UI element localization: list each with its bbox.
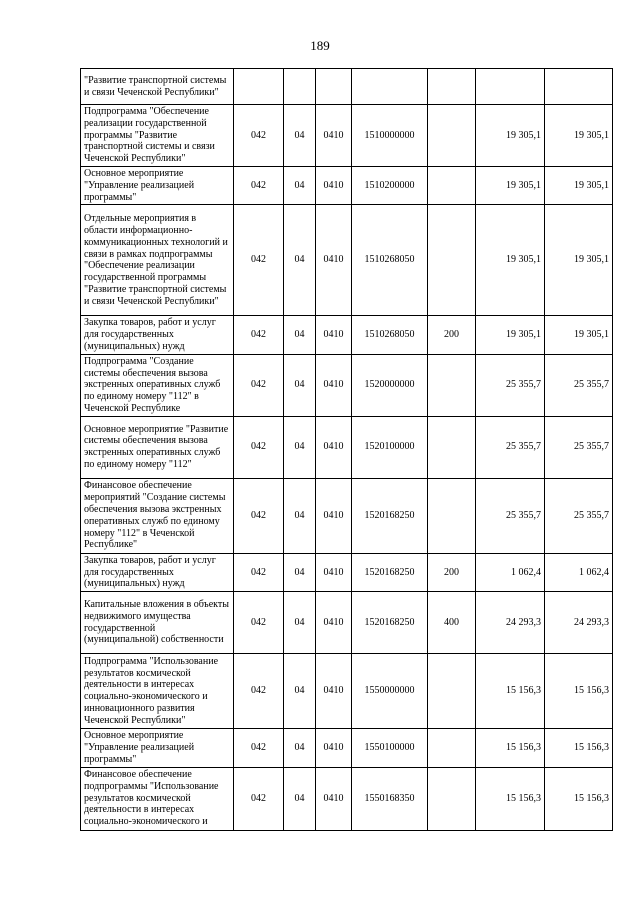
budget-table [80, 68, 613, 831]
amount-cell [545, 69, 613, 105]
amount-cell: 19 305,1 [545, 105, 613, 167]
expense-type-cell [428, 69, 476, 105]
item-name-cell: Финансовое обеспечение подпрограммы "Использование результатов космической деятельности в интересах социально-экономического и [81, 767, 234, 830]
target-code-cell [352, 69, 428, 105]
section-code-cell: 04 [284, 205, 316, 316]
item-name-cell: Закупка товаров, работ и услуг для государственных (муниципальных) нужд [81, 316, 234, 354]
target-code-cell: 1520168250 [352, 592, 428, 654]
table-row [81, 316, 613, 354]
table-row [81, 729, 613, 767]
subsection-code-cell: 0410 [316, 767, 352, 830]
subsection-code-cell: 0410 [316, 592, 352, 654]
expense-type-cell [428, 654, 476, 729]
target-code-cell: 1520168250 [352, 553, 428, 591]
table-row [81, 354, 613, 416]
target-code-cell: 1510268050 [352, 205, 428, 316]
ministry-code-cell: 042 [234, 478, 284, 553]
table-row [81, 654, 613, 729]
section-code-cell: 04 [284, 767, 316, 830]
ministry-code-cell: 042 [234, 729, 284, 767]
amount-cell: 25 355,7 [476, 416, 545, 478]
table-row [81, 69, 613, 105]
expense-type-cell [428, 478, 476, 553]
target-code-cell: 1520100000 [352, 416, 428, 478]
ministry-code-cell: 042 [234, 654, 284, 729]
item-name-cell: Закупка товаров, работ и услуг для государственных (муниципальных) нужд [81, 553, 234, 591]
expense-type-cell: 200 [428, 553, 476, 591]
ministry-code-cell: 042 [234, 553, 284, 591]
expense-type-cell [428, 729, 476, 767]
ministry-code-cell: 042 [234, 105, 284, 167]
amount-cell: 24 293,3 [476, 592, 545, 654]
target-code-cell: 1510200000 [352, 167, 428, 205]
table-row [81, 205, 613, 316]
target-code-cell: 1510268050 [352, 316, 428, 354]
subsection-code-cell: 0410 [316, 354, 352, 416]
amount-cell: 25 355,7 [545, 354, 613, 416]
item-name-cell: Отдельные мероприятия в области информационно-коммуникационных технологий и связи в рамках подпрограммы "Обеспечение реализации государственной программы "Развитие транспортной системы и связи Чеченской Республики" [81, 205, 234, 316]
section-code-cell: 04 [284, 105, 316, 167]
amount-cell: 1 062,4 [545, 553, 613, 591]
amount-cell [476, 69, 545, 105]
page-number: 189 [310, 38, 330, 53]
subsection-code-cell: 0410 [316, 167, 352, 205]
amount-cell: 15 156,3 [476, 767, 545, 830]
target-code-cell: 1520168250 [352, 478, 428, 553]
target-code-cell: 1520000000 [352, 354, 428, 416]
section-code-cell: 04 [284, 654, 316, 729]
section-code-cell [284, 69, 316, 105]
subsection-code-cell: 0410 [316, 478, 352, 553]
amount-cell: 25 355,7 [476, 478, 545, 553]
expense-type-cell: 200 [428, 316, 476, 354]
amount-cell: 15 156,3 [545, 767, 613, 830]
amount-cell: 19 305,1 [476, 105, 545, 167]
section-code-cell: 04 [284, 553, 316, 591]
amount-cell: 19 305,1 [545, 316, 613, 354]
expense-type-cell [428, 767, 476, 830]
item-name-cell: Финансовое обеспечение мероприятий "Создание системы обеспечения вызова экстренных оперативных служб по единому номеру "112" в Чеченской Республике" [81, 478, 234, 553]
ministry-code-cell: 042 [234, 592, 284, 654]
expense-type-cell [428, 205, 476, 316]
expense-type-cell [428, 416, 476, 478]
section-code-cell: 04 [284, 354, 316, 416]
amount-cell: 19 305,1 [476, 167, 545, 205]
subsection-code-cell: 0410 [316, 205, 352, 316]
table-row [81, 767, 613, 830]
item-name-cell: Основное мероприятие "Развитие системы обеспечения вызова экстренных оперативных служб по единому номеру "112" [81, 416, 234, 478]
amount-cell: 19 305,1 [476, 205, 545, 316]
target-code-cell: 1550000000 [352, 654, 428, 729]
item-name-cell: "Развитие транспортной системы и связи Чеченской Республики" [81, 69, 234, 105]
expense-type-cell [428, 354, 476, 416]
amount-cell: 24 293,3 [545, 592, 613, 654]
section-code-cell: 04 [284, 592, 316, 654]
amount-cell: 25 355,7 [545, 478, 613, 553]
table-row [81, 105, 613, 167]
ministry-code-cell: 042 [234, 316, 284, 354]
item-name-cell: Основное мероприятие "Управление реализацией программы" [81, 167, 234, 205]
ministry-code-cell: 042 [234, 354, 284, 416]
amount-cell: 19 305,1 [545, 205, 613, 316]
amount-cell: 15 156,3 [545, 654, 613, 729]
amount-cell: 25 355,7 [476, 354, 545, 416]
section-code-cell: 04 [284, 167, 316, 205]
table-row [81, 416, 613, 478]
expense-type-cell: 400 [428, 592, 476, 654]
target-code-cell: 1510000000 [352, 105, 428, 167]
subsection-code-cell: 0410 [316, 553, 352, 591]
expense-type-cell [428, 167, 476, 205]
table-row [81, 592, 613, 654]
amount-cell: 1 062,4 [476, 553, 545, 591]
subsection-code-cell: 0410 [316, 416, 352, 478]
subsection-code-cell: 0410 [316, 105, 352, 167]
item-name-cell: Подпрограмма "Обеспечение реализации государственной программы "Развитие транспортной системы и связи Чеченской Республики" [81, 105, 234, 167]
item-name-cell: Подпрограмма "Создание системы обеспечения вызова экстренных оперативных служб по единому номеру "112" в Чеченской Республике [81, 354, 234, 416]
section-code-cell: 04 [284, 729, 316, 767]
subsection-code-cell: 0410 [316, 729, 352, 767]
table-body [81, 69, 613, 831]
ministry-code-cell: 042 [234, 167, 284, 205]
table-row [81, 553, 613, 591]
ministry-code-cell [234, 69, 284, 105]
item-name-cell: Капитальные вложения в объекты недвижимого имущества государственной (муниципальной) собственности [81, 592, 234, 654]
item-name-cell: Подпрограмма "Использование результатов космической деятельности в интересах социально-экономического и инновационного развития Чеченской Республики" [81, 654, 234, 729]
subsection-code-cell: 0410 [316, 316, 352, 354]
amount-cell: 15 156,3 [476, 654, 545, 729]
item-name-cell: Основное мероприятие "Управление реализацией программы" [81, 729, 234, 767]
ministry-code-cell: 042 [234, 205, 284, 316]
subsection-code-cell [316, 69, 352, 105]
target-code-cell: 1550100000 [352, 729, 428, 767]
ministry-code-cell: 042 [234, 416, 284, 478]
amount-cell: 15 156,3 [476, 729, 545, 767]
section-code-cell: 04 [284, 316, 316, 354]
table-row [81, 478, 613, 553]
subsection-code-cell: 0410 [316, 654, 352, 729]
target-code-cell: 1550168350 [352, 767, 428, 830]
section-code-cell: 04 [284, 478, 316, 553]
table-row [81, 167, 613, 205]
amount-cell: 25 355,7 [545, 416, 613, 478]
amount-cell: 15 156,3 [545, 729, 613, 767]
ministry-code-cell: 042 [234, 767, 284, 830]
amount-cell: 19 305,1 [476, 316, 545, 354]
section-code-cell: 04 [284, 416, 316, 478]
amount-cell: 19 305,1 [545, 167, 613, 205]
expense-type-cell [428, 105, 476, 167]
